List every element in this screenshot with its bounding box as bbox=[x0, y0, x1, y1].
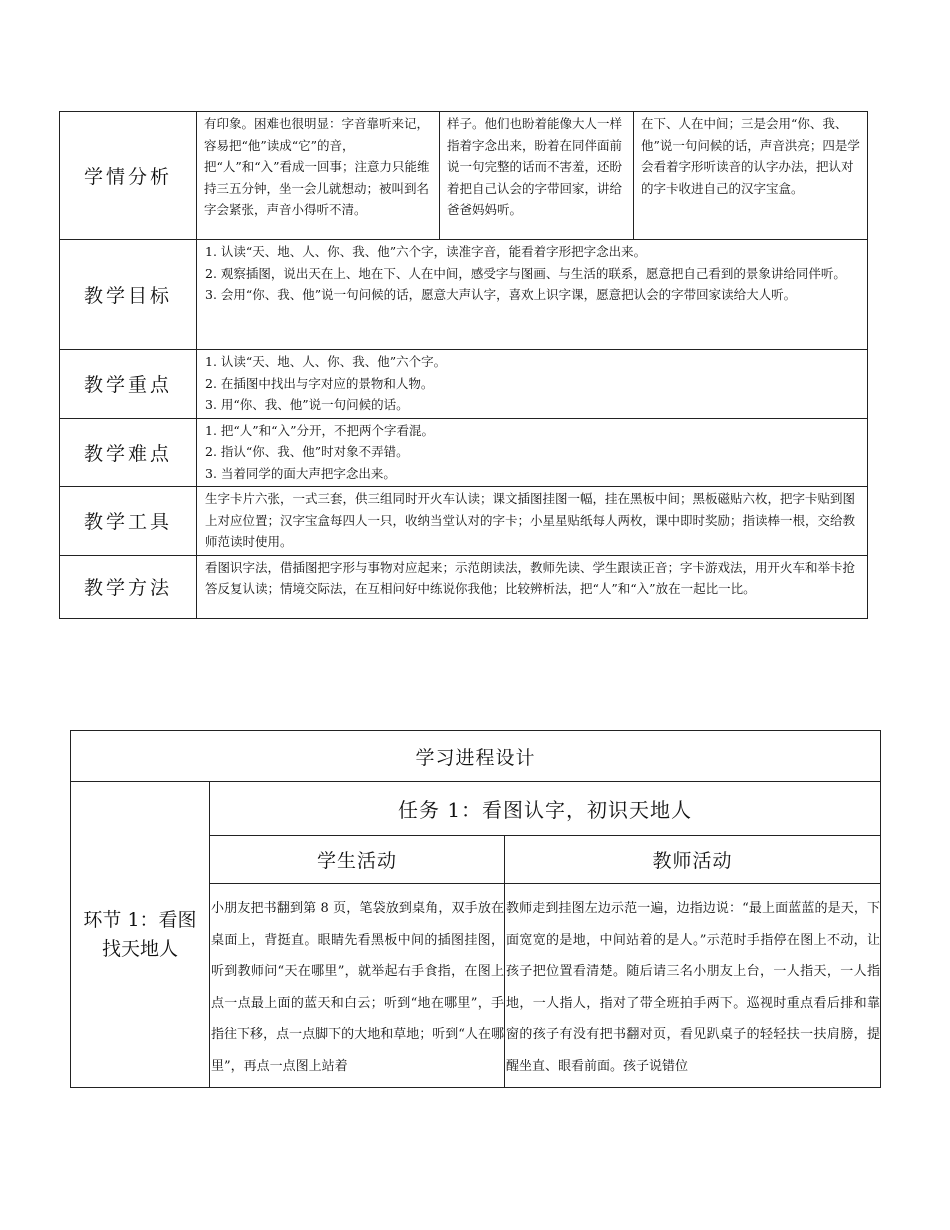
stage-label: 环节 1：看图找天地人 bbox=[71, 782, 210, 1088]
teaching-methods-content: 看图识字法，借插图把字形与事物对应起来；示范朗读法，教师先读、学生跟读正音；字卡游戏法，用开火车和举卡抢答反复认读；情境交际法，在互相问好中练说你我他；比较辨析法，把“人”和“入”放在一起比一比。 bbox=[197, 555, 868, 618]
teacher-activity-cell bbox=[505, 884, 881, 1088]
student-activity-cell bbox=[210, 884, 505, 1088]
row-label-teaching-tools: 教学工具 bbox=[60, 487, 197, 556]
process-title: 学习进程设计 bbox=[71, 731, 881, 782]
goal-item: 1. 认读“天、地、人、你、我、他”六个字，读准字音，能看着字形把字念出来。 bbox=[205, 244, 647, 259]
key-point-item: 1. 认读“天、地、人、你、我、他”六个字。 bbox=[205, 354, 447, 369]
goal-item: 3. 会用“你、我、他”说一句问候的话，愿意大声认字，喜欢上识字课，愿意把认会的字带回家读给大人听。 bbox=[205, 287, 797, 302]
learner-analysis-col-1: 有印象。困难也很明显：字音靠听来记，容易把“他”读成“它”的音，把“人”和“入”看成一回事；注意力只能维持三五分钟，坐一会儿就想动；被叫到名字会紧张，声音小得听不清。 bbox=[197, 112, 440, 240]
learner-analysis-col-3: 在下、人在中间；三是会用“你、我、他”说一句问候的话，声音洪亮；四是学会看着字形听读音的认字办法，把认对的字卡收进自己的汉字宝盒。 bbox=[634, 112, 868, 240]
row-label-key-points: 教学重点 bbox=[60, 350, 197, 419]
key-point-item: 2. 在插图中找出与字对应的景物和人物。 bbox=[205, 375, 434, 391]
key-point-item: 3. 用“你、我、他”说一句问候的话。 bbox=[205, 397, 409, 412]
row-label-teaching-goals: 教学目标 bbox=[60, 240, 197, 350]
difficulty-item: 3. 当着同学的面大声把字念出来。 bbox=[205, 465, 396, 481]
key-points-content bbox=[197, 350, 868, 419]
difficulty-item: 2. 指认“你、我、他”时对象不弄错。 bbox=[205, 444, 409, 459]
learner-analysis-col-2: 样子。他们也盼着能像大人一样指着字念出来，盼着在同伴面前说一句完整的话而不害羞，还盼着把自己认会的字带回家，讲给爸爸妈妈听。 bbox=[440, 112, 634, 240]
student-activity-header: 学生活动 bbox=[210, 836, 505, 884]
difficulties-content bbox=[197, 418, 868, 487]
difficulty-item: 1. 把“人”和“入”分开，不把两个字看混。 bbox=[205, 422, 434, 438]
teaching-goals-content bbox=[197, 240, 868, 350]
row-label-difficulties: 教学难点 bbox=[60, 418, 197, 487]
teacher-activity-header: 教师活动 bbox=[505, 836, 881, 884]
task-title: 任务 1：看图认字，初识天地人 bbox=[210, 782, 881, 836]
row-label-teaching-methods: 教学方法 bbox=[60, 555, 197, 618]
goal-item: 2. 观察插图，说出天在上、地在下、人在中间，感受字与图画、与生活的联系，愿意把自己看到的景象讲给同伴听。 bbox=[205, 265, 846, 281]
teaching-tools-content: 生字卡片六张，一式三套，供三组同时开火车认读；课文插图挂图一幅，挂在黑板中间；黑板磁贴六枚，把字卡贴到图上对应位置；汉字宝盒每四人一只，收纳当堂认对的字卡；小星星贴纸每人两枚，课中即时奖励；指读棒一根，交给教师范读时使用。 bbox=[197, 487, 868, 556]
learning-process-table bbox=[70, 730, 881, 1088]
lesson-analysis-table bbox=[59, 111, 868, 619]
teacher-activity-text: 教师走到挂图左边示范一遍，边指边说：“最上面蓝蓝的是天，下面宽宽的是地，中间站着的是人。”示范时手指停在图上不动，让孩子把位置看清楚。随后请三名小朋友上台，一人指天，一人指地，一人指人，指对了带全班拍手两下。巡视时重点看后排和靠窗的孩子有没有把书翻对页，看见趴桌子的轻轻扶一扶肩膀，提醒坐直、眼看前面。孩子说错位 bbox=[506, 901, 881, 1074]
student-activity-text: 小朋友把书翻到第 8 页，笔袋放到桌角，双手放在桌面上，背挺直。眼睛先看黑板中间的插图挂图，听到教师问“天在哪里”，就举起右手食指，在图上点一点最上面的蓝天和白云；听到“地在哪里”，手指往下移，点一点脚下的大地和草地；听到“人在哪里”，再点一点图上站着 bbox=[211, 901, 504, 1074]
row-label-learner-analysis: 学情分析 bbox=[60, 112, 197, 240]
